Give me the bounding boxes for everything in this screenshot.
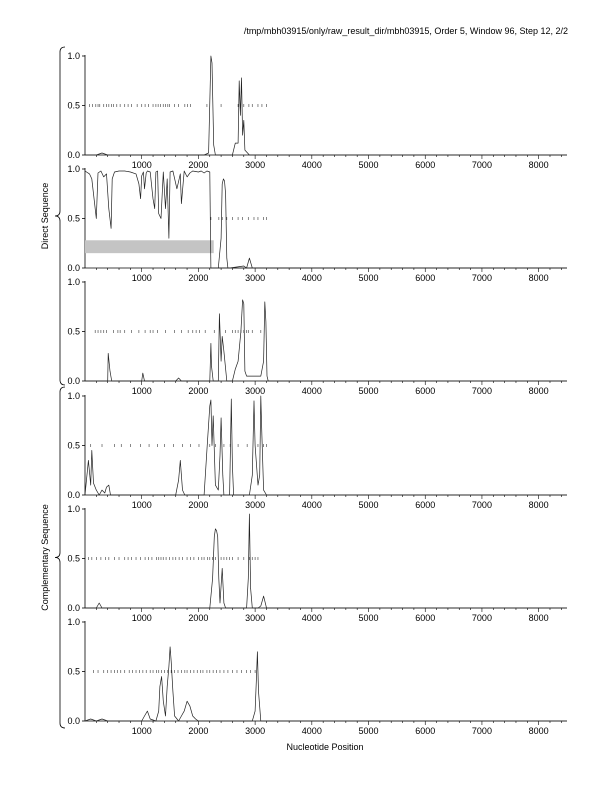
x-tick-label: 6000 (415, 386, 436, 396)
series-line (85, 514, 567, 608)
x-tick-label: 5000 (358, 386, 379, 396)
x-tick-label: 2000 (188, 160, 209, 170)
x-tick-label: 5000 (358, 160, 379, 170)
x-tick-label: 7000 (471, 386, 492, 396)
x-tick-label: 1000 (131, 613, 152, 623)
y-tick-label: 0.5 (67, 100, 80, 111)
group-brackets (40, 47, 65, 728)
y-tick-label: 0.0 (67, 490, 80, 500)
x-tick-label: 5000 (358, 726, 379, 736)
x-tick-label: 7000 (471, 500, 492, 510)
series-line (85, 171, 567, 268)
gray-box (85, 240, 214, 253)
x-tick-label: 7000 (471, 160, 492, 170)
panel (67, 617, 567, 736)
x-tick-label: 8000 (528, 726, 549, 736)
y-tick-label: 1.0 (67, 277, 80, 287)
x-tick-label: 8000 (528, 386, 549, 396)
page-title: /tmp/mbh03915/only/raw_result_dir/mbh03915, Order 5, Window 96, Step 12, 2/2 (243, 26, 568, 36)
x-tick-label: 2000 (188, 726, 209, 736)
x-tick-label: 1000 (131, 726, 152, 736)
x-tick-label: 6000 (415, 160, 436, 170)
x-tick-label: 2000 (188, 386, 209, 396)
x-tick-label: 1000 (131, 273, 152, 283)
x-tick-label: 4000 (301, 273, 322, 283)
x-tick-label: 6000 (415, 726, 436, 736)
series-line (218, 179, 567, 268)
x-tick-label: 5000 (358, 273, 379, 283)
x-tick-label: 3000 (245, 726, 266, 736)
x-tick-label: 8000 (528, 273, 549, 283)
series-line (85, 647, 567, 721)
y-tick-label: 0.0 (67, 150, 80, 160)
panel (67, 164, 567, 283)
x-tick-label: 6000 (415, 613, 436, 623)
x-tick-label: 1000 (131, 500, 152, 510)
x-tick-label: 5000 (358, 500, 379, 510)
x-tick-label: 2000 (188, 613, 209, 623)
y-tick-label: 0.5 (67, 666, 80, 677)
y-tick-label: 0.5 (67, 326, 80, 337)
x-tick-label: 5000 (358, 613, 379, 623)
x-tick-label: 3000 (245, 500, 266, 510)
x-tick-label: 2000 (188, 500, 209, 510)
x-tick-label: 3000 (245, 160, 266, 170)
panel (67, 51, 567, 170)
y-tick-label: 0.0 (67, 716, 80, 726)
x-tick-label: 6000 (415, 500, 436, 510)
panel (67, 391, 567, 510)
complementary-sequence-label: Complementary Sequence (40, 504, 50, 611)
y-tick-label: 1.0 (67, 504, 80, 514)
x-tick-label: 2000 (188, 273, 209, 283)
x-tick-label: 7000 (471, 613, 492, 623)
x-tick-label: 1000 (131, 160, 152, 170)
x-tick-label: 8000 (528, 160, 549, 170)
series-line (85, 300, 567, 381)
x-tick-label: 6000 (415, 273, 436, 283)
y-tick-label: 0.5 (67, 553, 80, 564)
series-line (85, 56, 567, 155)
y-tick-label: 1.0 (67, 51, 80, 61)
x-tick-label: 1000 (131, 386, 152, 396)
x-tick-label: 4000 (301, 613, 322, 623)
x-tick-label: 7000 (471, 726, 492, 736)
y-tick-label: 0.5 (67, 440, 80, 451)
panels-layer (67, 51, 567, 736)
panel (67, 277, 567, 396)
y-tick-label: 1.0 (67, 164, 80, 174)
y-tick-label: 0.0 (67, 376, 80, 386)
y-tick-label: 1.0 (67, 391, 80, 401)
x-tick-label: 8000 (528, 500, 549, 510)
direct-sequence-label: Direct Sequence (40, 182, 50, 250)
x-tick-label: 3000 (245, 386, 266, 396)
x-tick-label: 3000 (245, 613, 266, 623)
x-tick-label: 8000 (528, 613, 549, 623)
x-tick-label: 7000 (471, 273, 492, 283)
y-tick-label: 0.0 (67, 603, 80, 613)
x-axis-title: Nucleotide Position (286, 742, 364, 752)
panel (67, 504, 567, 623)
direct-sequence-bracket (55, 47, 65, 385)
x-tick-label: 4000 (301, 500, 322, 510)
y-tick-label: 0.5 (67, 213, 80, 224)
x-tick-label: 4000 (301, 386, 322, 396)
x-tick-label: 4000 (301, 726, 322, 736)
complementary-sequence-bracket (55, 387, 65, 728)
x-tick-label: 3000 (245, 273, 266, 283)
x-tick-label: 4000 (301, 160, 322, 170)
y-tick-label: 1.0 (67, 617, 80, 627)
y-tick-label: 0.0 (67, 263, 80, 273)
